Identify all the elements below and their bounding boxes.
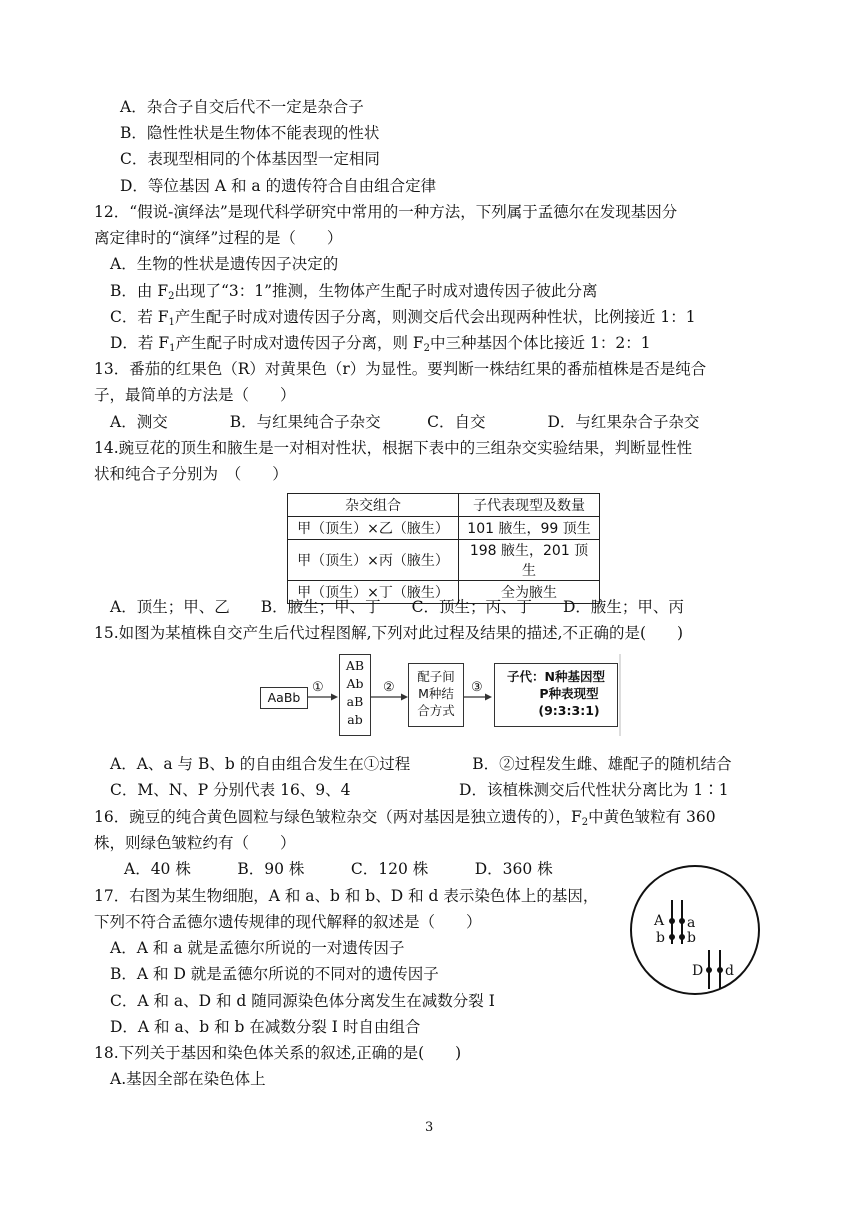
step-3-label: ③ <box>471 680 483 695</box>
q18-stem: 18.下列关于基因和染色体关系的叙述,正确的是( ) <box>94 1044 462 1062</box>
q13-stem-1: 13．番茄的红果色（R）对黄果色（r）为显性。要判断一株结红果的番茄植株是否是纯合 <box>94 360 707 378</box>
step-1-label: ① <box>312 680 324 695</box>
parent-genotype-box: AaBb <box>260 687 308 709</box>
q17-option-c: C．A 和 a、D 和 d 随同源染色体分离发生在减数分裂 I <box>110 992 495 1010</box>
q12-option-b: B．由 $F_2$出现了“3：1”推测，生物体产生配子时成对遗传因子彼此分离 <box>110 282 598 302</box>
q13-options: A．测交 B．与红果纯合子杂交 C．自交 D．与红果杂合子杂交 <box>110 413 700 431</box>
table-row <box>288 540 600 581</box>
q17-option-a: A．A 和 a 就是孟德尔所说的一对遗传因子 <box>110 939 405 957</box>
table-cell: 101 腋生，99 顶生 <box>459 517 600 540</box>
page-number: 3 <box>425 1120 434 1135</box>
q17-option-b: B．A 和 D 就是孟德尔所说的不同对的遗传因子 <box>110 965 439 983</box>
combination-line: M种结 <box>418 686 454 701</box>
table-header-row <box>288 494 600 517</box>
table-cell: 甲（顶生）×丙（腋生） <box>288 540 459 581</box>
q15-stem: 15.如图为某植株自交产生后代过程图解,下列对此过程及结果的描述,不正确的是( ) <box>94 624 684 642</box>
offspring-line: (9:3:3:1) <box>538 703 600 718</box>
gamete-label: Ab <box>346 676 364 691</box>
gene-label: D <box>692 963 704 979</box>
table-cell: 198 腋生，201 顶生 <box>459 540 600 581</box>
q12-stem-2: 离定律时的“演绎”过程的是（ ） <box>94 229 343 247</box>
q17-stem-2: 下列不符合孟德尔遗传规律的现代解释的叙述是（ ） <box>94 913 482 931</box>
q11-option-d: D．等位基因 A 和 a 的遗传符合自由组合定律 <box>120 177 437 195</box>
gamete-label: AB <box>345 658 365 673</box>
q13-stem-2: 子，最简单的方法是（ ） <box>94 386 296 404</box>
process-diagram <box>258 654 623 736</box>
q14-options: A．顶生；甲、乙 B．腋生；甲、丁 C．顶生；丙、丁 D．腋生；甲、丙 <box>110 598 684 616</box>
q14-stem-2: 状和纯合子分别为 （ ） <box>94 465 288 483</box>
q16-stem-1: 16．豌豆的纯合黄色圆粒与绿色皱粒杂交（两对基因是独立遗传的），$F_2$中黄色皱粒有 360 <box>94 808 716 828</box>
q16-options: A．40 株 B．90 株 C．120 株 D．360 株 <box>124 860 553 878</box>
q12-stem-1: 12．“假说-演绎法”是现代科学研究中常用的一种方法，下列属于孟德尔在发现基因分 <box>94 203 678 221</box>
table-row <box>288 517 600 540</box>
q15-options-ab: A．A、a 与 B、b 的自由组合发生在①过程 B．②过程发生雌、雄配子的随机结合 <box>110 755 732 773</box>
table-cell: 全为腋生 <box>459 581 600 604</box>
offspring-line: 子代：N种基因型 <box>507 669 605 684</box>
cell-diagram <box>628 863 762 997</box>
q12-option-d: D．若 $F_1$产生配子时成对遗传因子分离，则 $F_2$中三种基因个体比接近 1：2：1 <box>110 334 651 354</box>
table-cell: 甲（顶生）×丁（腋生） <box>288 581 459 604</box>
table-header-cell: 子代表现型及数量 <box>459 494 600 517</box>
q16-stem-2: 株，则绿色皱粒约有（ ） <box>94 834 296 852</box>
gamete-label: ab <box>347 712 363 727</box>
q12-option-a: A．生物的性状是遗传因子决定的 <box>110 255 339 273</box>
q17-option-d: D．A 和 a、b 和 b 在减数分裂 I 时自由组合 <box>110 1018 421 1036</box>
q18-option-a: A.基因全部在染色体上 <box>110 1070 266 1088</box>
cross-table <box>287 493 600 604</box>
combination-box <box>408 663 464 727</box>
q15-options-cd: C．M、N、P 分别代表 16、9、4 D．该植株测交后代性状分离比为 1∶1 <box>110 781 729 799</box>
gene-label: A <box>654 913 665 929</box>
q12-option-c: C．若 $F_1$产生配子时成对遗传因子分离，则测交后代会出现两种性状，比例接近 1：1 <box>110 308 696 328</box>
gene-label: d <box>725 963 734 979</box>
gene-label: b <box>687 930 696 946</box>
q14-stem-1: 14.豌豆花的顶生和腋生是一对相对性状，根据下表中的三组杂交实验结果，判断显性性 <box>94 439 693 457</box>
gamete-label: aB <box>346 694 364 709</box>
gene-label: a <box>687 915 696 931</box>
offspring-box <box>494 663 618 727</box>
combination-line: 配子间 <box>417 669 455 684</box>
step-2-label: ② <box>383 680 395 695</box>
q11-option-a: A．杂合子自交后代不一定是杂合子 <box>120 98 364 116</box>
q17-stem-1: 17．右图为某生物细胞，A 和 a、b 和 b、D 和 d 表示染色体上的基因， <box>94 887 599 905</box>
combination-line: 合方式 <box>417 703 455 718</box>
offspring-line: P种表现型 <box>539 686 599 701</box>
q11-option-b: B．隐性性状是生物体不能表现的性状 <box>120 124 380 142</box>
table-cell: 甲（顶生）×乙（腋生） <box>288 517 459 540</box>
gametes-box <box>339 654 371 736</box>
q11-option-c: C．表现型相同的个体基因型一定相同 <box>120 150 380 168</box>
table-header-cell: 杂交组合 <box>288 494 459 517</box>
gene-label: b <box>656 930 665 946</box>
